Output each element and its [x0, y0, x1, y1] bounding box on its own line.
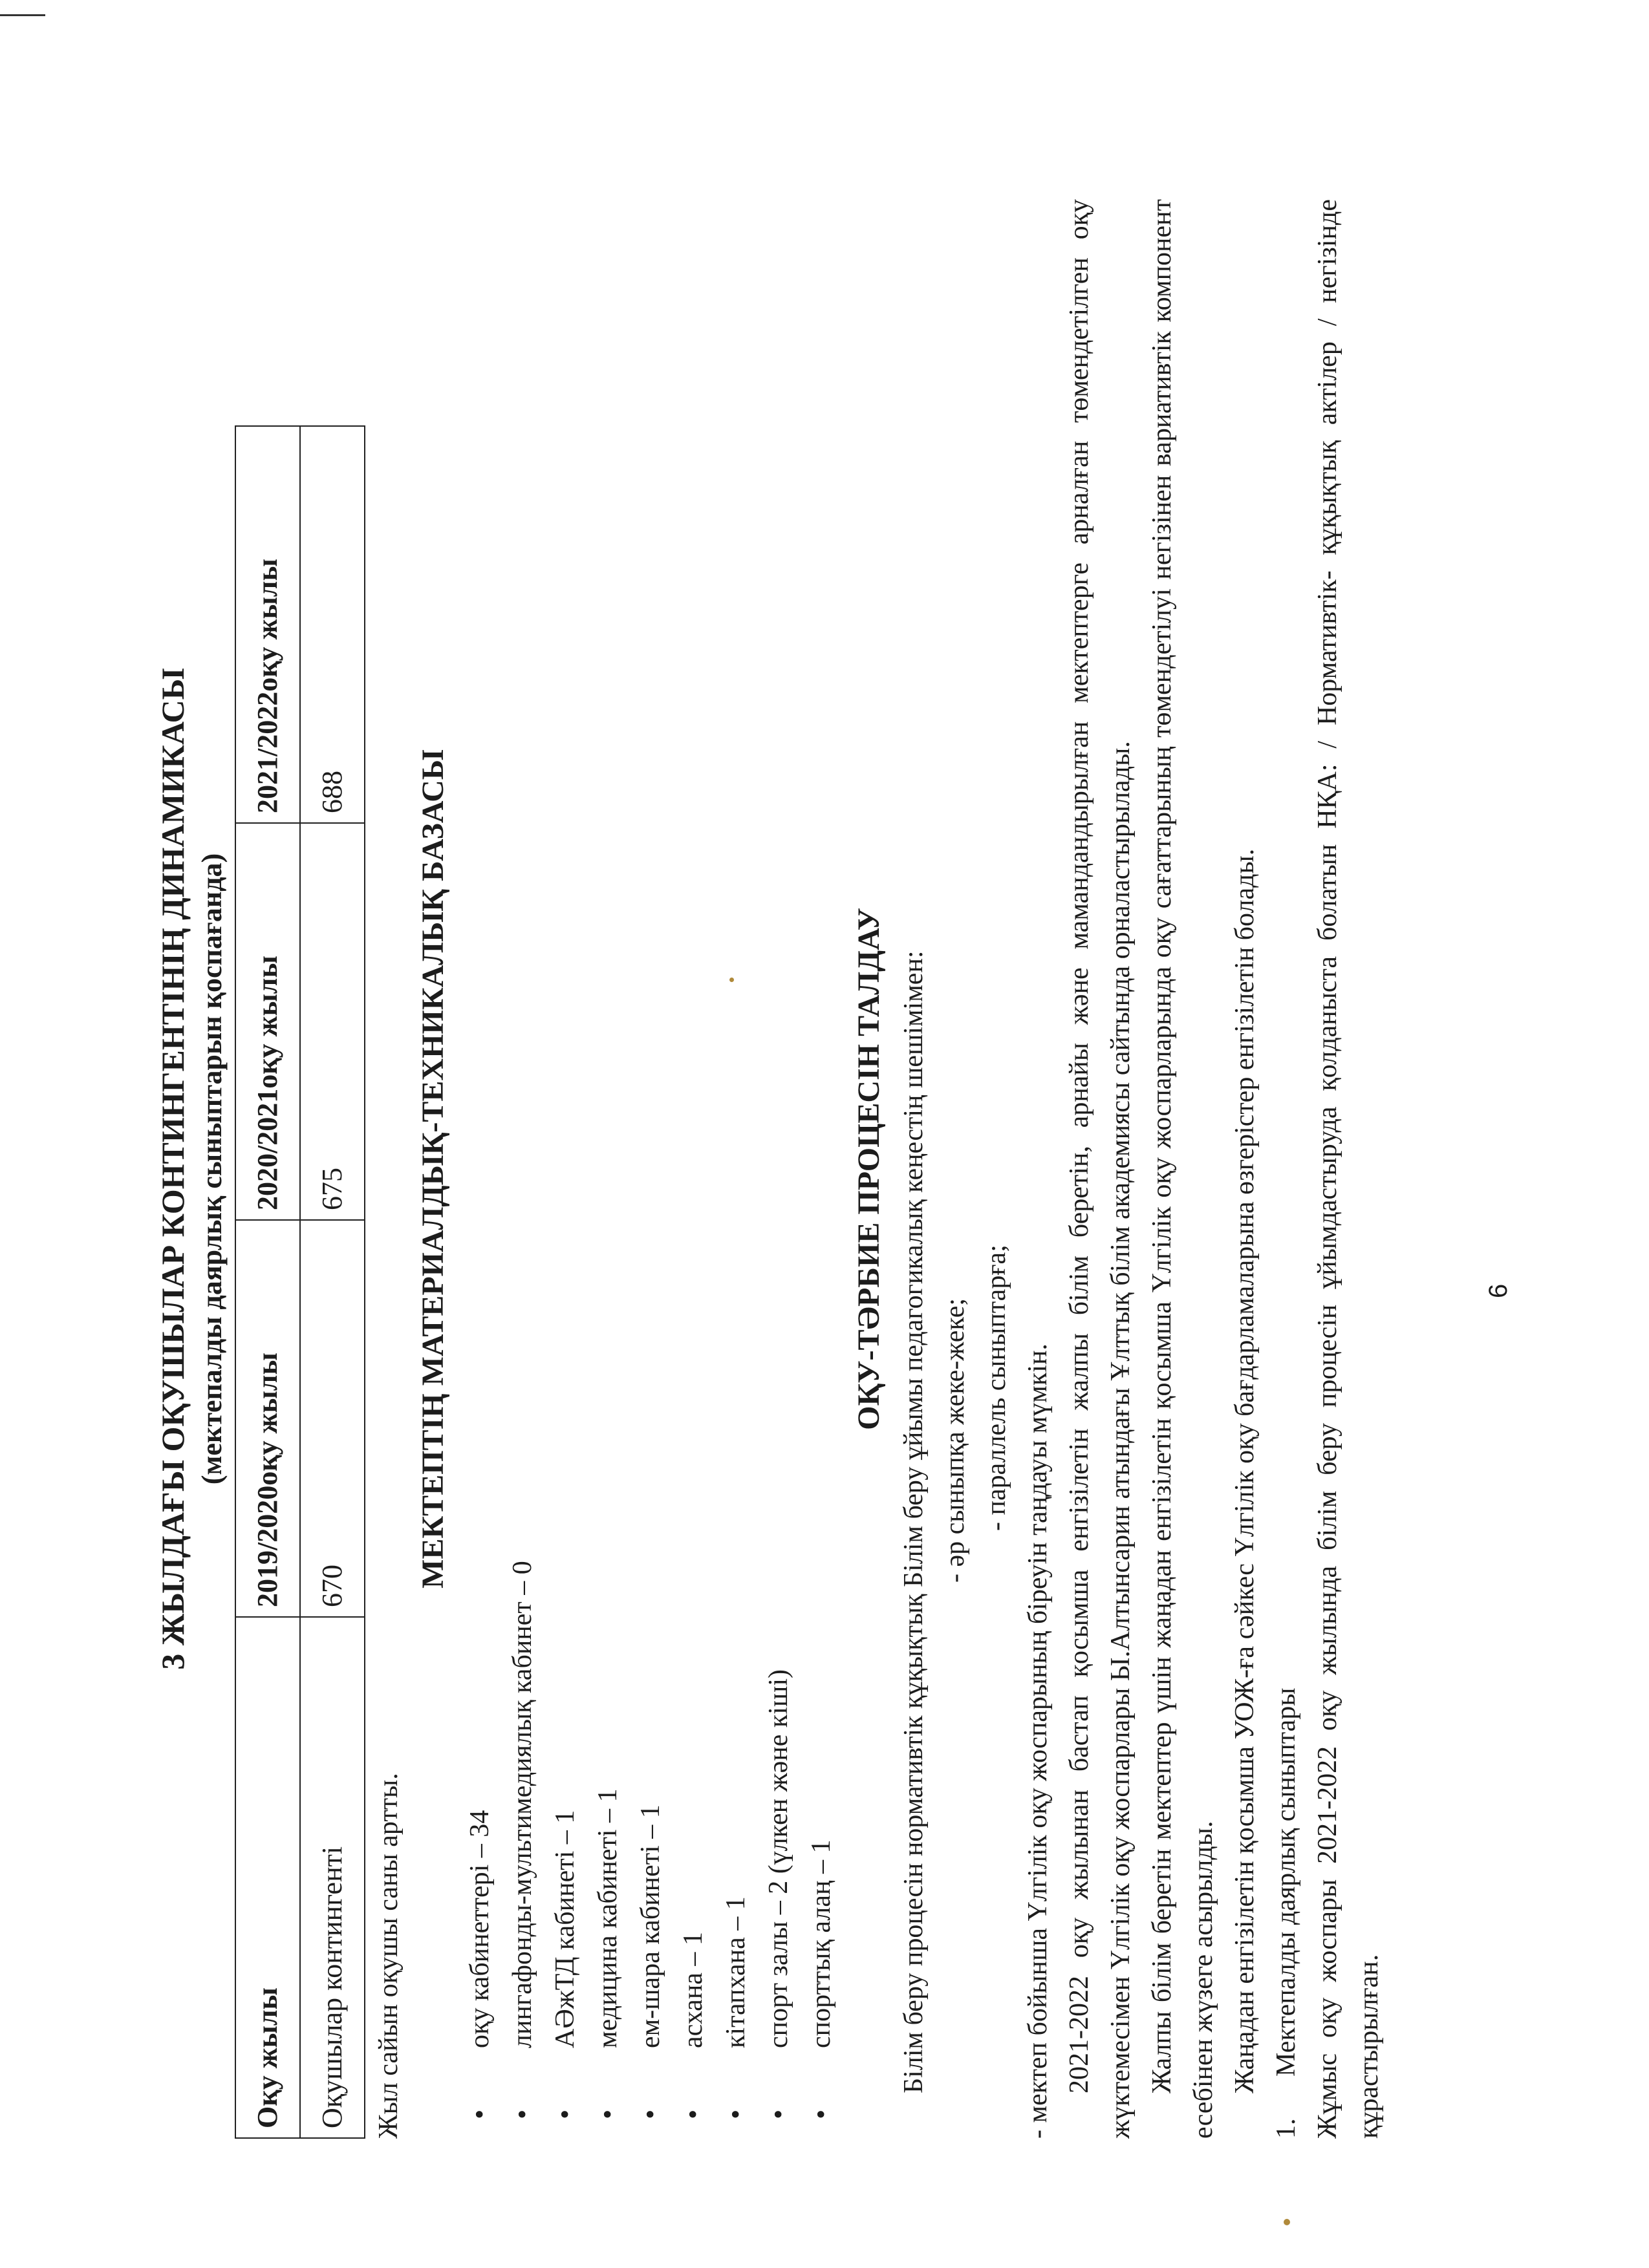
list-item: • АӘжТД кабинеті – 1	[544, 199, 587, 2139]
table-cell: 675	[300, 823, 365, 1220]
list-item: • оқу кабинеттері – 34	[458, 199, 501, 2139]
document-body	[152, 199, 1390, 2139]
page-number: 6	[1484, 1283, 1513, 1298]
paragraph: Жаңадан енгізілетін қосымша УОЖ-ға сәйкес Үлгілік оқу бағдарламаларына өзгерістер енгізілетін болады.	[1230, 848, 1260, 2093]
growth-note: Жыл сайын оқушы саны артты.	[374, 1773, 404, 2139]
table-cell: 688	[300, 426, 365, 823]
paragraph: Жалпы білім беретін мектептер үшін жаңадан енгізілетін қосымша Үлгілік оқу жоспарларында оқу сағаттарының төмендетілуі негізінен вариативтік компонент есебінен жүзеге асырылды.	[1147, 199, 1218, 2139]
process-heading: ОҚУ-ТӘРБИЕ ПРОЦЕСІН ТАЛДАУ	[852, 908, 886, 1430]
option-school-wide: - мектеп бойынша Үлгілік оқу жоспарының біреуін таңдауы мүмкін.	[1023, 1343, 1053, 2139]
document-subtitle: (мектепалды даярлық сыныптарын қоспағанда)	[196, 853, 228, 1485]
process-intro: Білім беру процесін нормативтік құқықтық Білім беру ұйымы педагогикалық кеңестің шешімімен:	[899, 950, 929, 2093]
list-item: • ем-шара кабинеті – 1	[629, 199, 672, 2139]
list-item: • кітапхана – 1	[715, 199, 757, 2139]
numbered-item-text: Мектепалды даярлық сыныптары	[1271, 1687, 1301, 2077]
paragraph: 2021-2022 оқу жылынан бастап қосымша енгізілетін жалпы білім беретін, арнайы және мамандандырылған мектептерге арналған төмендетілген оқу жүктемесімен Үлгілік оқу жоспарлары Ы.Алтынсарин атындағы Ұлттық білім академиясы сайтында орналастырылады.	[1064, 199, 1136, 2139]
document-title: 3 ЖЫЛДАҒЫ ОҚУШЫЛАР КОНТИНГЕНТІНІҢ ДИНАМИКАСЫ	[155, 668, 191, 1670]
table-header-cell: 2019/2020оқу жылы	[235, 1220, 300, 1617]
list-item: • медицина кабинеті – 1	[587, 199, 629, 2139]
paragraph: Жұмыс оқу жоспары 2021-2022 оқу жылында білім беру процесін ұйымдастыруда қолданыста болатын НҚА: / Нормативтік- құқықтық актілер / негізінде құрастырылған.	[1313, 199, 1384, 2139]
option-each-class: - әр сыныпқа жеке-жеке;	[940, 1298, 970, 1583]
material-base-heading: МЕКТЕПТІҢ МАТЕРИАЛДЫҚ-ТЕХНИКАЛЫҚ БАЗАСЫ	[416, 749, 450, 1589]
table-row	[300, 426, 365, 2138]
table-header-row	[235, 426, 300, 2138]
table-header-cell: 2020/2021оқу жылы	[235, 823, 300, 1220]
numbered-item-marker: 1.	[1271, 2118, 1301, 2139]
numbered-item	[1266, 199, 1307, 2139]
list-item: • спорт залы – 2 (үлкен және кіші)	[757, 199, 800, 2139]
table-row-label: Оқушылар контингенті	[300, 1617, 365, 2138]
option-parallel-classes: - параллель сыныптарға;	[982, 1245, 1011, 1531]
table-cell: 670	[300, 1220, 365, 1617]
table-header-cell: 2021/2022оқу жылы	[235, 426, 300, 823]
table-header-cell: Оқу жылы	[235, 1617, 300, 2138]
facility-list	[458, 199, 843, 2139]
list-item: • лингафонды-мультимедиялық кабинет – 0	[501, 199, 544, 2139]
list-item: • асхана – 1	[672, 199, 715, 2139]
list-item: • спорттық алаң – 1	[800, 199, 843, 2139]
contingent-table	[235, 425, 365, 2139]
